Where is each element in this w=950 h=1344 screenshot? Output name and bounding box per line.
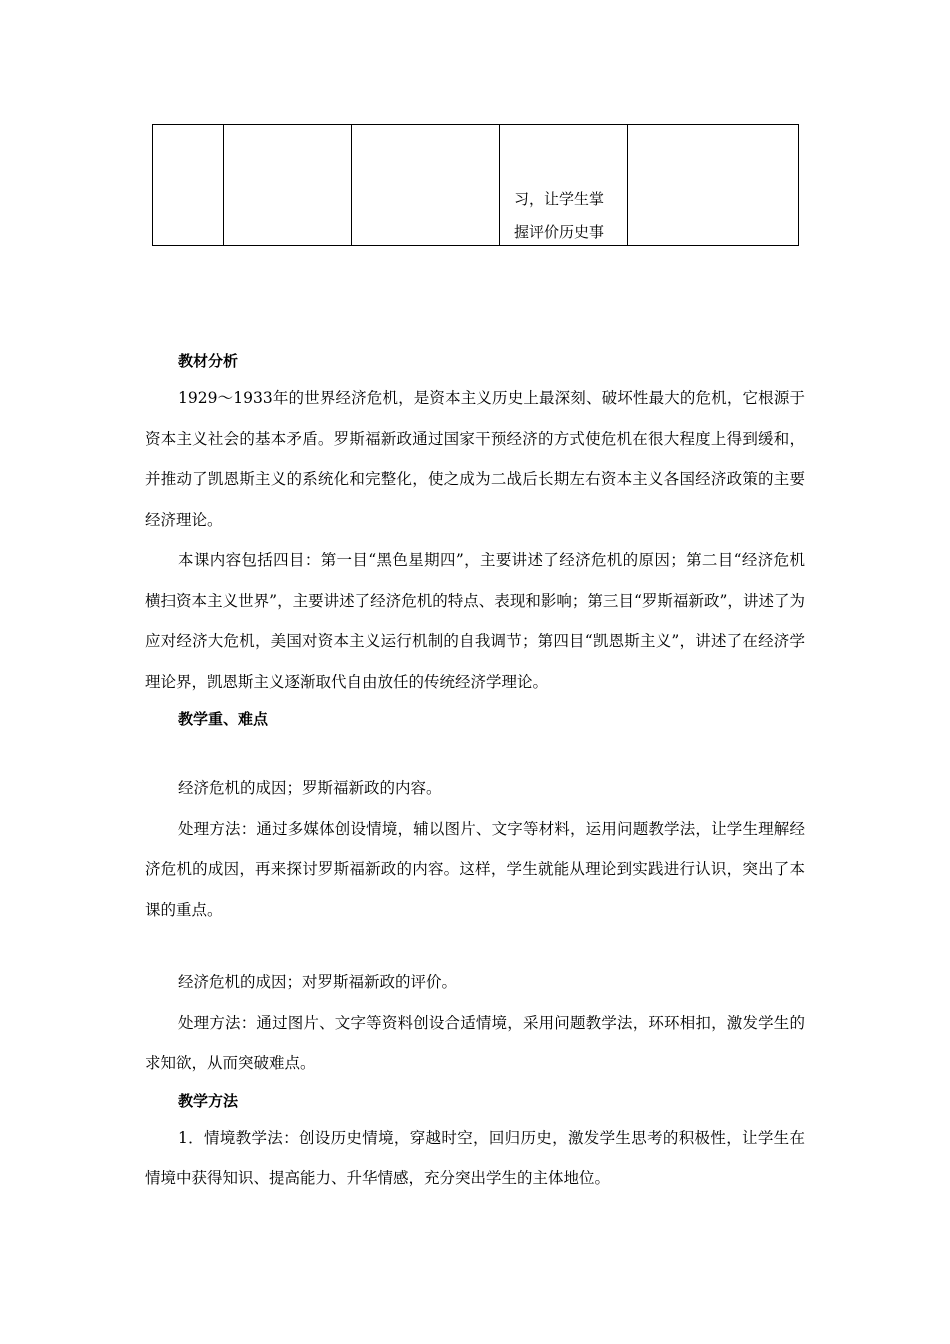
- lesson-plan-table-fragment: [152, 124, 799, 246]
- table-cell: [153, 125, 224, 246]
- spacer: [145, 736, 805, 768]
- table-cell: [500, 125, 628, 246]
- section-heading-key-points: 教学重、难点: [178, 710, 269, 728]
- section-heading-teaching-methods: 教学方法: [178, 1091, 239, 1110]
- cell-line: 握评价历史事: [514, 223, 605, 241]
- section-heading-textbook-analysis: 教材分析: [178, 352, 239, 370]
- paragraph: 1．情境教学法：创设历史情境，穿越时空，回归历史，激发学生思考的积极性，让学生在情境中获得知识、提高能力、升华情感，充分突出学生的主体地位。: [145, 1128, 805, 1187]
- spacer: [145, 930, 805, 962]
- table-cell: [352, 125, 500, 246]
- paragraph: 处理方法：通过图片、文字等资料创设合适情境，采用问题教学法，环环相扣，激发学生的求知欲，从而突破难点。: [145, 1013, 805, 1072]
- paragraph: 1929～1933年的世界经济危机，是资本主义历史上最深刻、破坏性最大的危机，它根源于资本主义社会的基本矛盾。罗斯福新政通过国家干预经济的方式使危机在很大程度上得到缓和，并推动了凯恩斯主义的系统化和完整化，使之成为二战后长期左右资本主义各国经济政策的主要经济理论。: [145, 389, 805, 529]
- paragraph-key-point: 经济危机的成因；罗斯福新政的内容。: [178, 779, 442, 797]
- paragraph: 本课内容包括四目：第一目“黑色星期四”，主要讲述了经济危机的原因；第二目“经济危机横扫资本主义世界”，主要讲述了经济危机的特点、表现和影响；第三目“罗斯福新政”，讲述了为应对经济大危机，美国对资本主义运行机制的自我调节；第四目“凯恩斯主义”，讲述了在经济学理论界，凯恩斯主义逐渐取代自由放任的传统经济学理论。: [145, 551, 805, 691]
- document-body: [145, 344, 805, 1199]
- table-cell-text: [514, 183, 619, 249]
- table-row: [153, 125, 799, 246]
- cell-line: 习，让学生掌: [514, 190, 605, 208]
- table-cell: [224, 125, 352, 246]
- paragraph-difficult-point: 经济危机的成因；对罗斯福新政的评价。: [178, 973, 458, 991]
- table-cell: [628, 125, 799, 246]
- paragraph: 处理方法：通过多媒体创设情境，辅以图片、文字等材料，运用问题教学法，让学生理解经济危机的成因，再来探讨罗斯福新政的内容。这样，学生就能从理论到实践进行认识，突出了本课的重点。: [145, 819, 805, 919]
